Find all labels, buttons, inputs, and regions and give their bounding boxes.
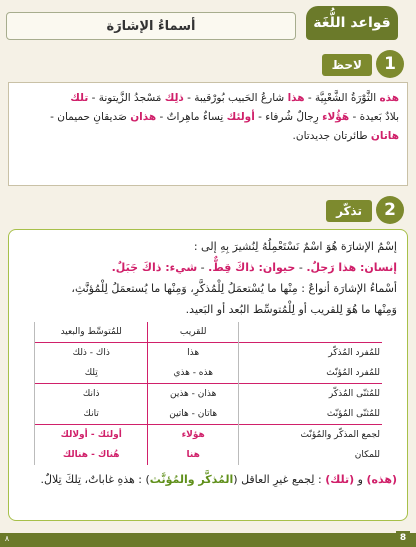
sentence-text: شارعُ الحَبيب بُورْقيبة - bbox=[183, 92, 288, 104]
table-cell: أولئك - أولالك bbox=[35, 425, 148, 446]
rule-text: ) : هذهِ غاباتٌ، تِلكَ تِلالٌ. bbox=[40, 473, 150, 486]
non-rational-plural-rule bbox=[19, 471, 397, 489]
gender-highlight: المُذكَّر والمُؤنَّث bbox=[149, 473, 234, 486]
definition-text: إسْمُ الإشارَة هُوَ اسْمٌ نَسْتَعْمِلُهُ لِنُشيرَ بِهِ إلى : bbox=[193, 240, 397, 253]
page-number-arabic: ٨ bbox=[4, 533, 10, 543]
demonstrative-word: هذا bbox=[287, 92, 305, 104]
demonstrative-word: تلك bbox=[70, 92, 89, 104]
demonstratives-table bbox=[34, 322, 382, 465]
types-text: أسْماءُ الإشارَة أنواعٌ : مِنْها ما يُسْتعمَلُ لِلْمُذكَّرِ، وَمِنْها ما يُستعمَلُ لِلْمُؤنَّثِ، bbox=[71, 282, 397, 295]
table-cell: هاتان - هاتين bbox=[148, 404, 238, 425]
table-cell: ذاك - ذلك bbox=[35, 343, 148, 364]
example-human: إنسان: هذا رَجلٌ. bbox=[306, 261, 397, 274]
row-label: للمُثنّى المُذكّر bbox=[238, 384, 382, 405]
table-row bbox=[35, 343, 383, 364]
section-label-remember: تذكّر bbox=[326, 200, 372, 222]
section-number-1: 1 bbox=[376, 50, 404, 78]
table-row bbox=[35, 384, 383, 405]
sentence-text: مَسْجدُ الزَّيتونة - bbox=[88, 92, 165, 104]
demonstrative-word: (هذه) bbox=[366, 473, 397, 486]
table-cell: هؤلاء bbox=[148, 425, 238, 446]
sentence-text: طائرتان جديدتان. bbox=[292, 130, 371, 142]
demonstrative-word: هَؤُلاء bbox=[322, 111, 350, 123]
page-number: 8 bbox=[396, 531, 410, 545]
table-header-row bbox=[35, 322, 383, 343]
separator: - bbox=[197, 261, 209, 274]
table-cell: هنا bbox=[148, 445, 238, 465]
row-label: لجمع المذكّر والمُؤنّث bbox=[238, 425, 382, 446]
lesson-title: أسماءُ الإشارَة bbox=[6, 12, 296, 40]
table-header: للقريب bbox=[148, 322, 238, 343]
table-cell: هذا bbox=[148, 343, 238, 364]
table-row bbox=[35, 425, 383, 446]
demonstrative-word: هذه bbox=[379, 92, 399, 104]
observe-line-3 bbox=[17, 127, 399, 146]
table-cell: هذان - هذين bbox=[148, 384, 238, 405]
lesson-category-tab: قواعد اللُّغَة bbox=[306, 6, 398, 40]
table-row bbox=[35, 445, 383, 465]
sentence-text: رِجالٌ شُرفاء - bbox=[254, 111, 323, 123]
example-thing: شيء: ذاكَ جَبَلٌ. bbox=[111, 261, 198, 274]
examples-line bbox=[19, 259, 397, 277]
section-label-observe: لاحظ bbox=[322, 54, 372, 76]
row-label: للمُفرد المُذكّر bbox=[238, 343, 382, 364]
example-animal: حيوان: ذاكَ قِطٌّ. bbox=[208, 261, 296, 274]
table-row bbox=[35, 363, 383, 384]
row-label: للمُفرد المُؤنّث bbox=[326, 368, 380, 378]
observe-line-2 bbox=[17, 108, 399, 127]
demonstrative-word: (تلك) bbox=[325, 473, 355, 486]
demonstrative-word: هاتان bbox=[370, 130, 399, 142]
footer-bar bbox=[0, 533, 416, 547]
table-cell: ذانك bbox=[35, 384, 148, 405]
rule-text: و bbox=[354, 473, 367, 486]
observe-line-1 bbox=[17, 89, 399, 108]
separator: - bbox=[295, 261, 307, 274]
section-number-2: 2 bbox=[376, 196, 404, 224]
table-header: للمُتوسِّط والبعيد bbox=[35, 322, 148, 343]
table-row bbox=[35, 404, 383, 425]
sentence-text: صَديقانِ حميمان - bbox=[50, 111, 131, 123]
sentence-text: بلادٌ بَعيدة - bbox=[349, 111, 399, 123]
sentence-text: الثَّوْرَةُ الشَّعْبِيَّة - bbox=[304, 92, 380, 104]
row-label: للمكان bbox=[354, 450, 380, 460]
demonstrative-word: ذلِك bbox=[164, 92, 184, 104]
table-cell: تانك bbox=[35, 404, 148, 425]
observe-box bbox=[8, 82, 408, 186]
types-text-2: وَمِنْها ما هُوَ لِلقريب أو لِلْمُتوسِّط البُعد أو البَعيد. bbox=[185, 303, 397, 316]
demonstrative-word: هذان bbox=[130, 111, 157, 123]
table-cell: هذه - هذي bbox=[148, 363, 238, 384]
table-cell: هُناك - هنالك bbox=[35, 445, 148, 465]
demonstrative-word: أولئك bbox=[226, 111, 255, 123]
row-label: للمُثنّى المُؤنّث bbox=[326, 409, 380, 419]
remember-box bbox=[8, 229, 408, 521]
table-cell: تِلك bbox=[35, 363, 148, 384]
sentence-text: نِساءٌ ماهِراتٌ - bbox=[156, 111, 227, 123]
table-header bbox=[238, 322, 382, 343]
rule-text: : لِجمع غيرِ العاقل ( bbox=[233, 473, 326, 486]
